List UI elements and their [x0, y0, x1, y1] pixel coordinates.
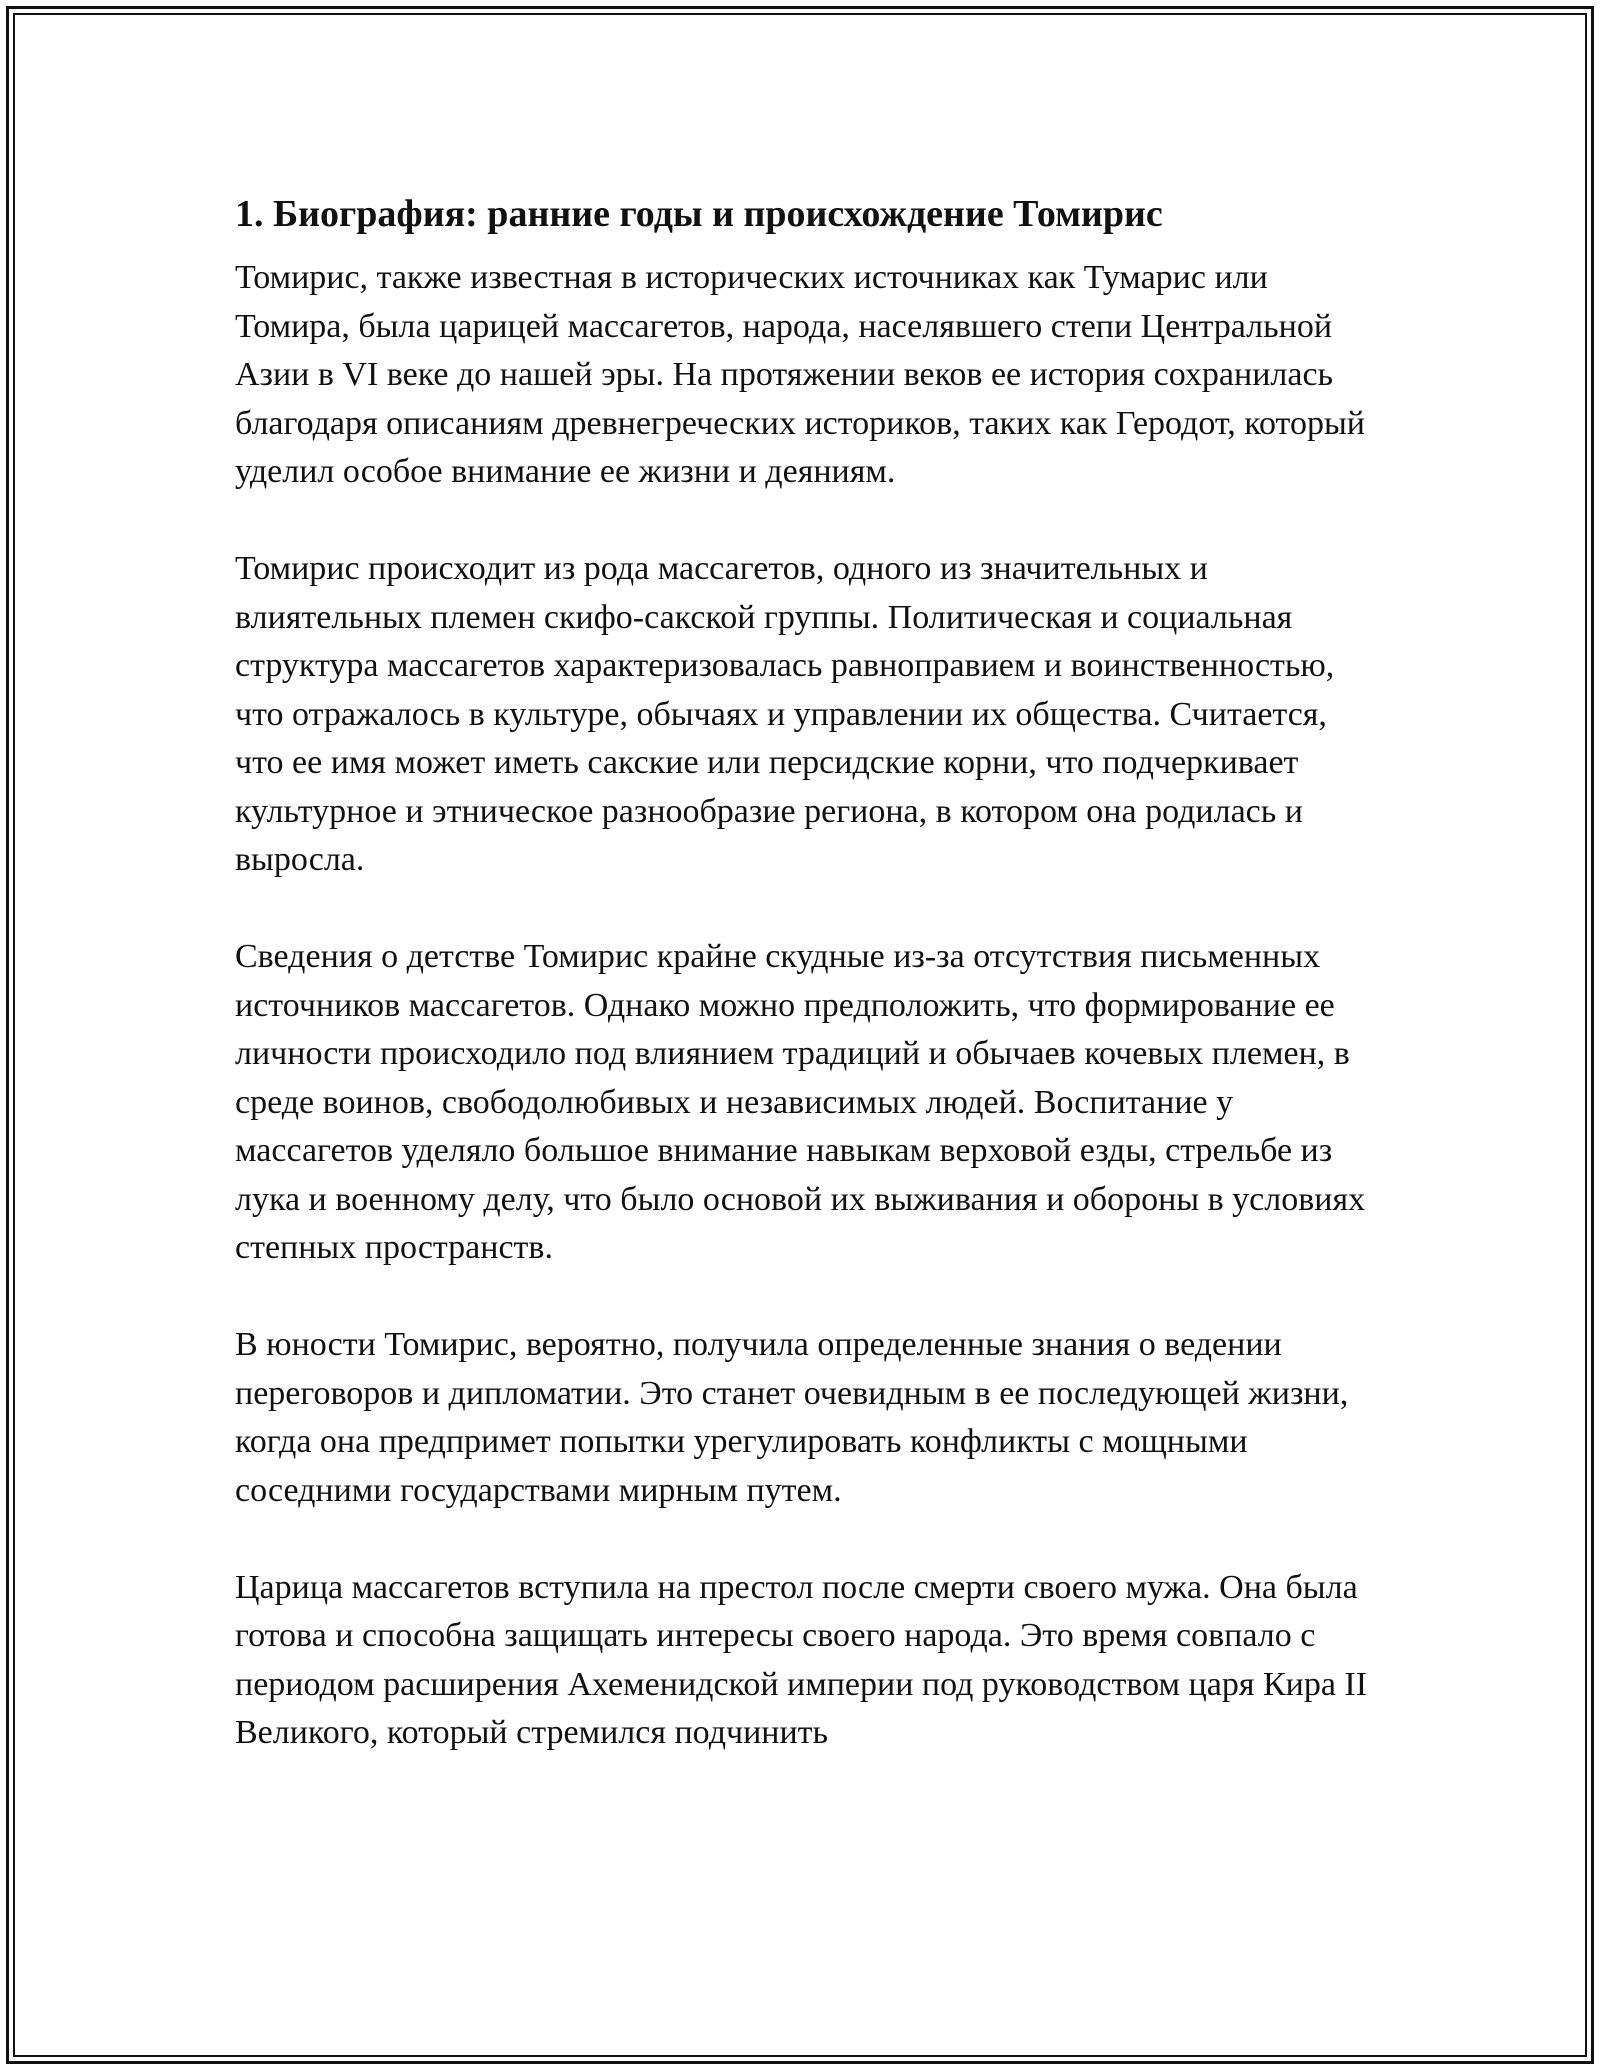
paragraph-5: Царица массагетов вступила на престол после смерти своего мужа. Она была готова и способна защищать интересы своего народа. Это время совпало с периодом расширения Ахеменидской империи под руководством царя Кира II Великого, который стремился подчинить	[235, 1568, 1368, 1751]
section-heading: 1. Биография: ранние годы и происхождение Томирис	[235, 193, 1163, 235]
document-body	[235, 186, 1380, 1758]
paragraph-3: Сведения о детстве Томирис крайне скудные из-за отсутствия письменных источников массагетов. Однако можно предположить, что формирование ее личности происходило под влиянием традиций и обычаев кочевых племен, в среде воинов, свободолюбивых и независимых людей. Воспитание у массагетов уделяло большое внимание навыкам верховой езды, стрельбе из лука и военному делу, что было основой их выживания и обороны в условиях степных пространств.	[235, 938, 1366, 1266]
paragraph-4: В юности Томирис, вероятно, получила определенные знания о ведении переговоров и дипломатии. Это станет очевидным в ее последующей жизни, когда она предпримет попытки урегулировать конфликты с мощными соседними государствами мирным путем.	[235, 1326, 1349, 1509]
paragraph-2: Томирис происходит из рода массагетов, одного из значительных и влиятельных племен скифо-сакской группы. Политическая и социальная структура массагетов характеризовалась равноправием и воинственностью, что отражалось в культуре, обычаях и управлении их общества. Считается, что ее имя может иметь сакские или персидские корни, что подчеркивает культурное и этническое разнообразие региона, в котором она родилась и выросла.	[235, 550, 1335, 878]
paragraph-1: Томирис, также известная в исторических источниках как Тумарис или Томира, была царицей массагетов, народа, населявшего степи Центральной Азии в VI веке до нашей эры. На протяжении веков ее история сохранилась благодаря описаниям древнегреческих историков, таких как Геродот, который уделил особое внимание ее жизни и деяниям.	[235, 259, 1366, 490]
